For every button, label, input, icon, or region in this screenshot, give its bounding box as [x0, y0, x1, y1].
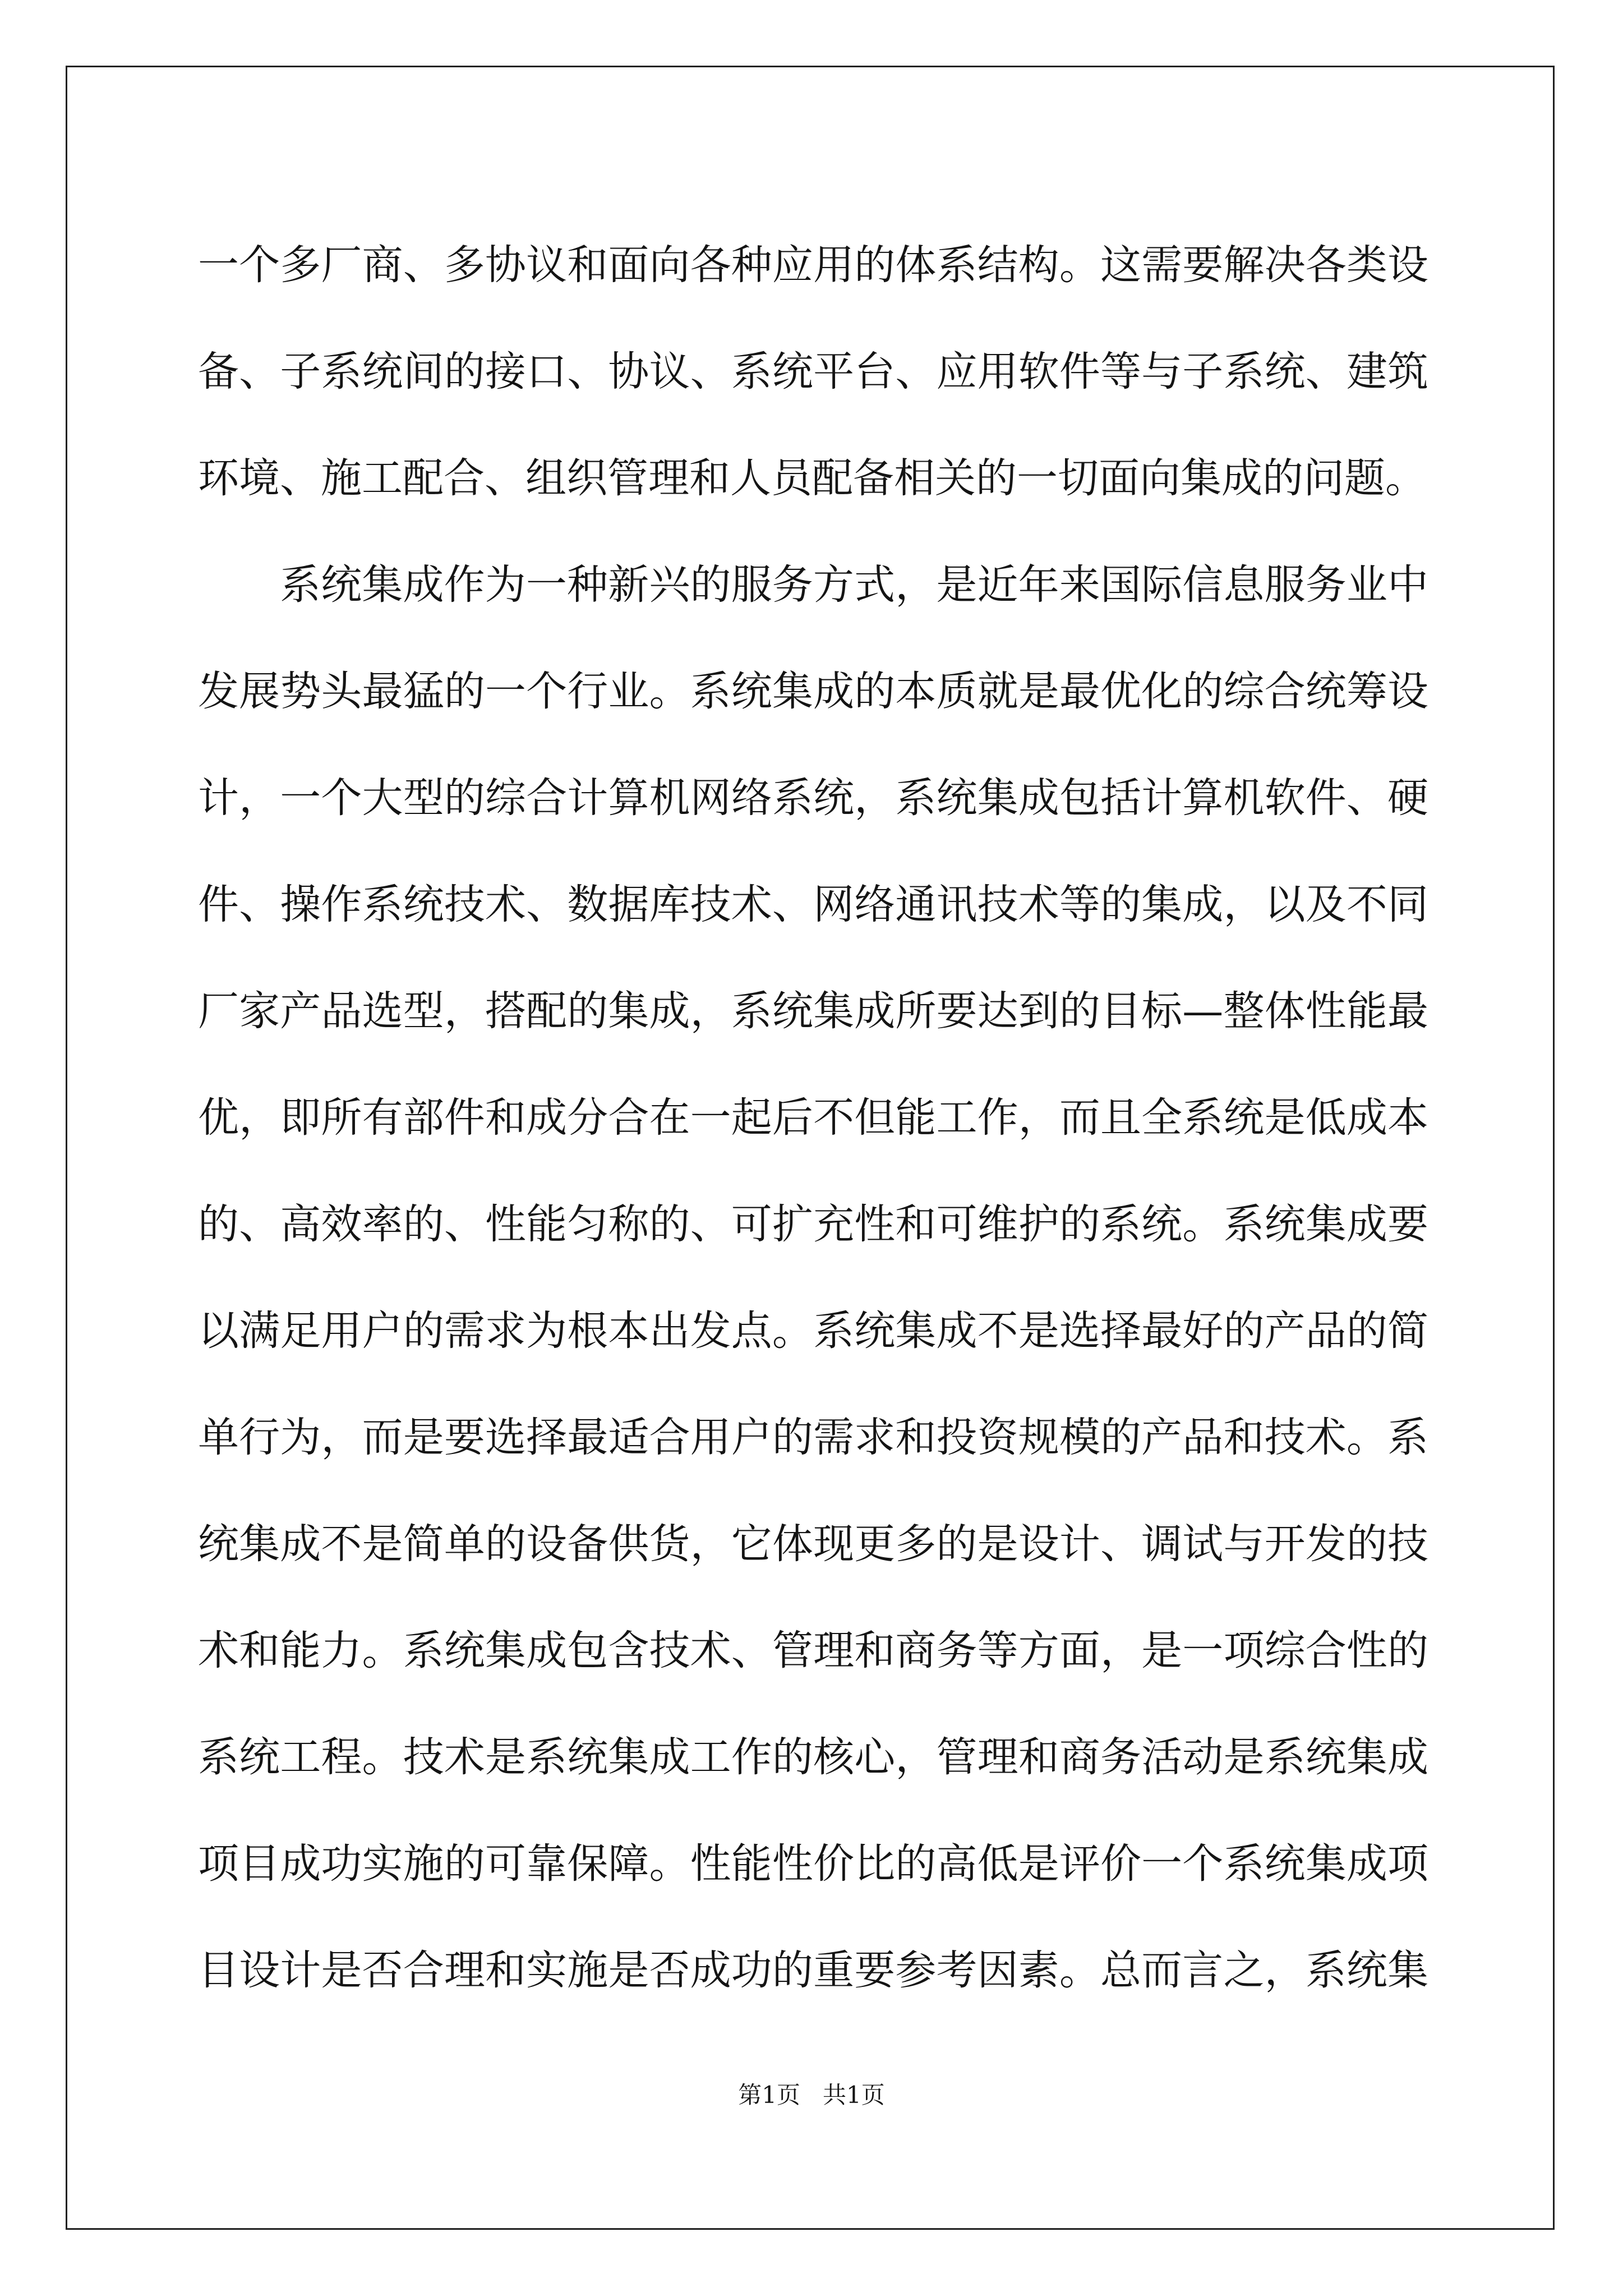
text-line: 术和能力。系统集成包含技术、管理和商务等方面，是一项综合性的	[198, 1627, 1428, 1674]
document-body	[198, 212, 1428, 2024]
text-line: 系统工程。技术是系统集成工作的核心，管理和商务活动是系统集成	[198, 1733, 1428, 1781]
text-line: 目设计是否合理和实施是否成功的重要参考因素。总而言之，系统集	[198, 1947, 1428, 1994]
text-line: 统集成不是简单的设备供货，它体现更多的是设计、调试与开发的技	[198, 1520, 1428, 1568]
page-footer: 第1页 共1页	[738, 2081, 885, 2109]
text-line: 件、操作系统技术、数据库技术、网络通讯技术等的集成，以及不同	[198, 881, 1428, 928]
text-line: 一个多厂商、多协议和面向各种应用的体系结构。这需要解决各类设	[198, 241, 1428, 289]
text-line: 厂家产品选型，搭配的集成，系统集成所要达到的目标—整体性能最	[198, 987, 1428, 1035]
text-line: 计，一个大型的综合计算机网络系统，系统集成包括计算机软件、硬	[198, 774, 1428, 822]
text-line: 以满足用户的需求为根本出发点。系统集成不是选择最好的产品的简	[198, 1307, 1428, 1355]
text-line: 项目成功实施的可靠保障。性能性价比的高低是评价一个系统集成项	[198, 1840, 1428, 1888]
text-line: 备、子系统间的接口、协议、系统平台、应用软件等与子系统、建筑	[198, 348, 1428, 395]
text-line: 系统集成作为一种新兴的服务方式，是近年来国际信息服务业中	[280, 561, 1428, 609]
text-line: 优，即所有部件和成分合在一起后不但能工作，而且全系统是低成本	[198, 1094, 1428, 1142]
text-line: 环境、施工配合、组织管理和人员配备相关的一切面向集成的问题。	[198, 454, 1426, 502]
text-line: 发展势头最猛的一个行业。系统集成的本质就是最优化的综合统筹设	[198, 668, 1428, 715]
text-line: 单行为，而是要选择最适合用户的需求和投资规模的产品和技术。系	[198, 1414, 1428, 1461]
text-line: 的、高效率的、性能匀称的、可扩充性和可维护的系统。系统集成要	[198, 1200, 1428, 1248]
